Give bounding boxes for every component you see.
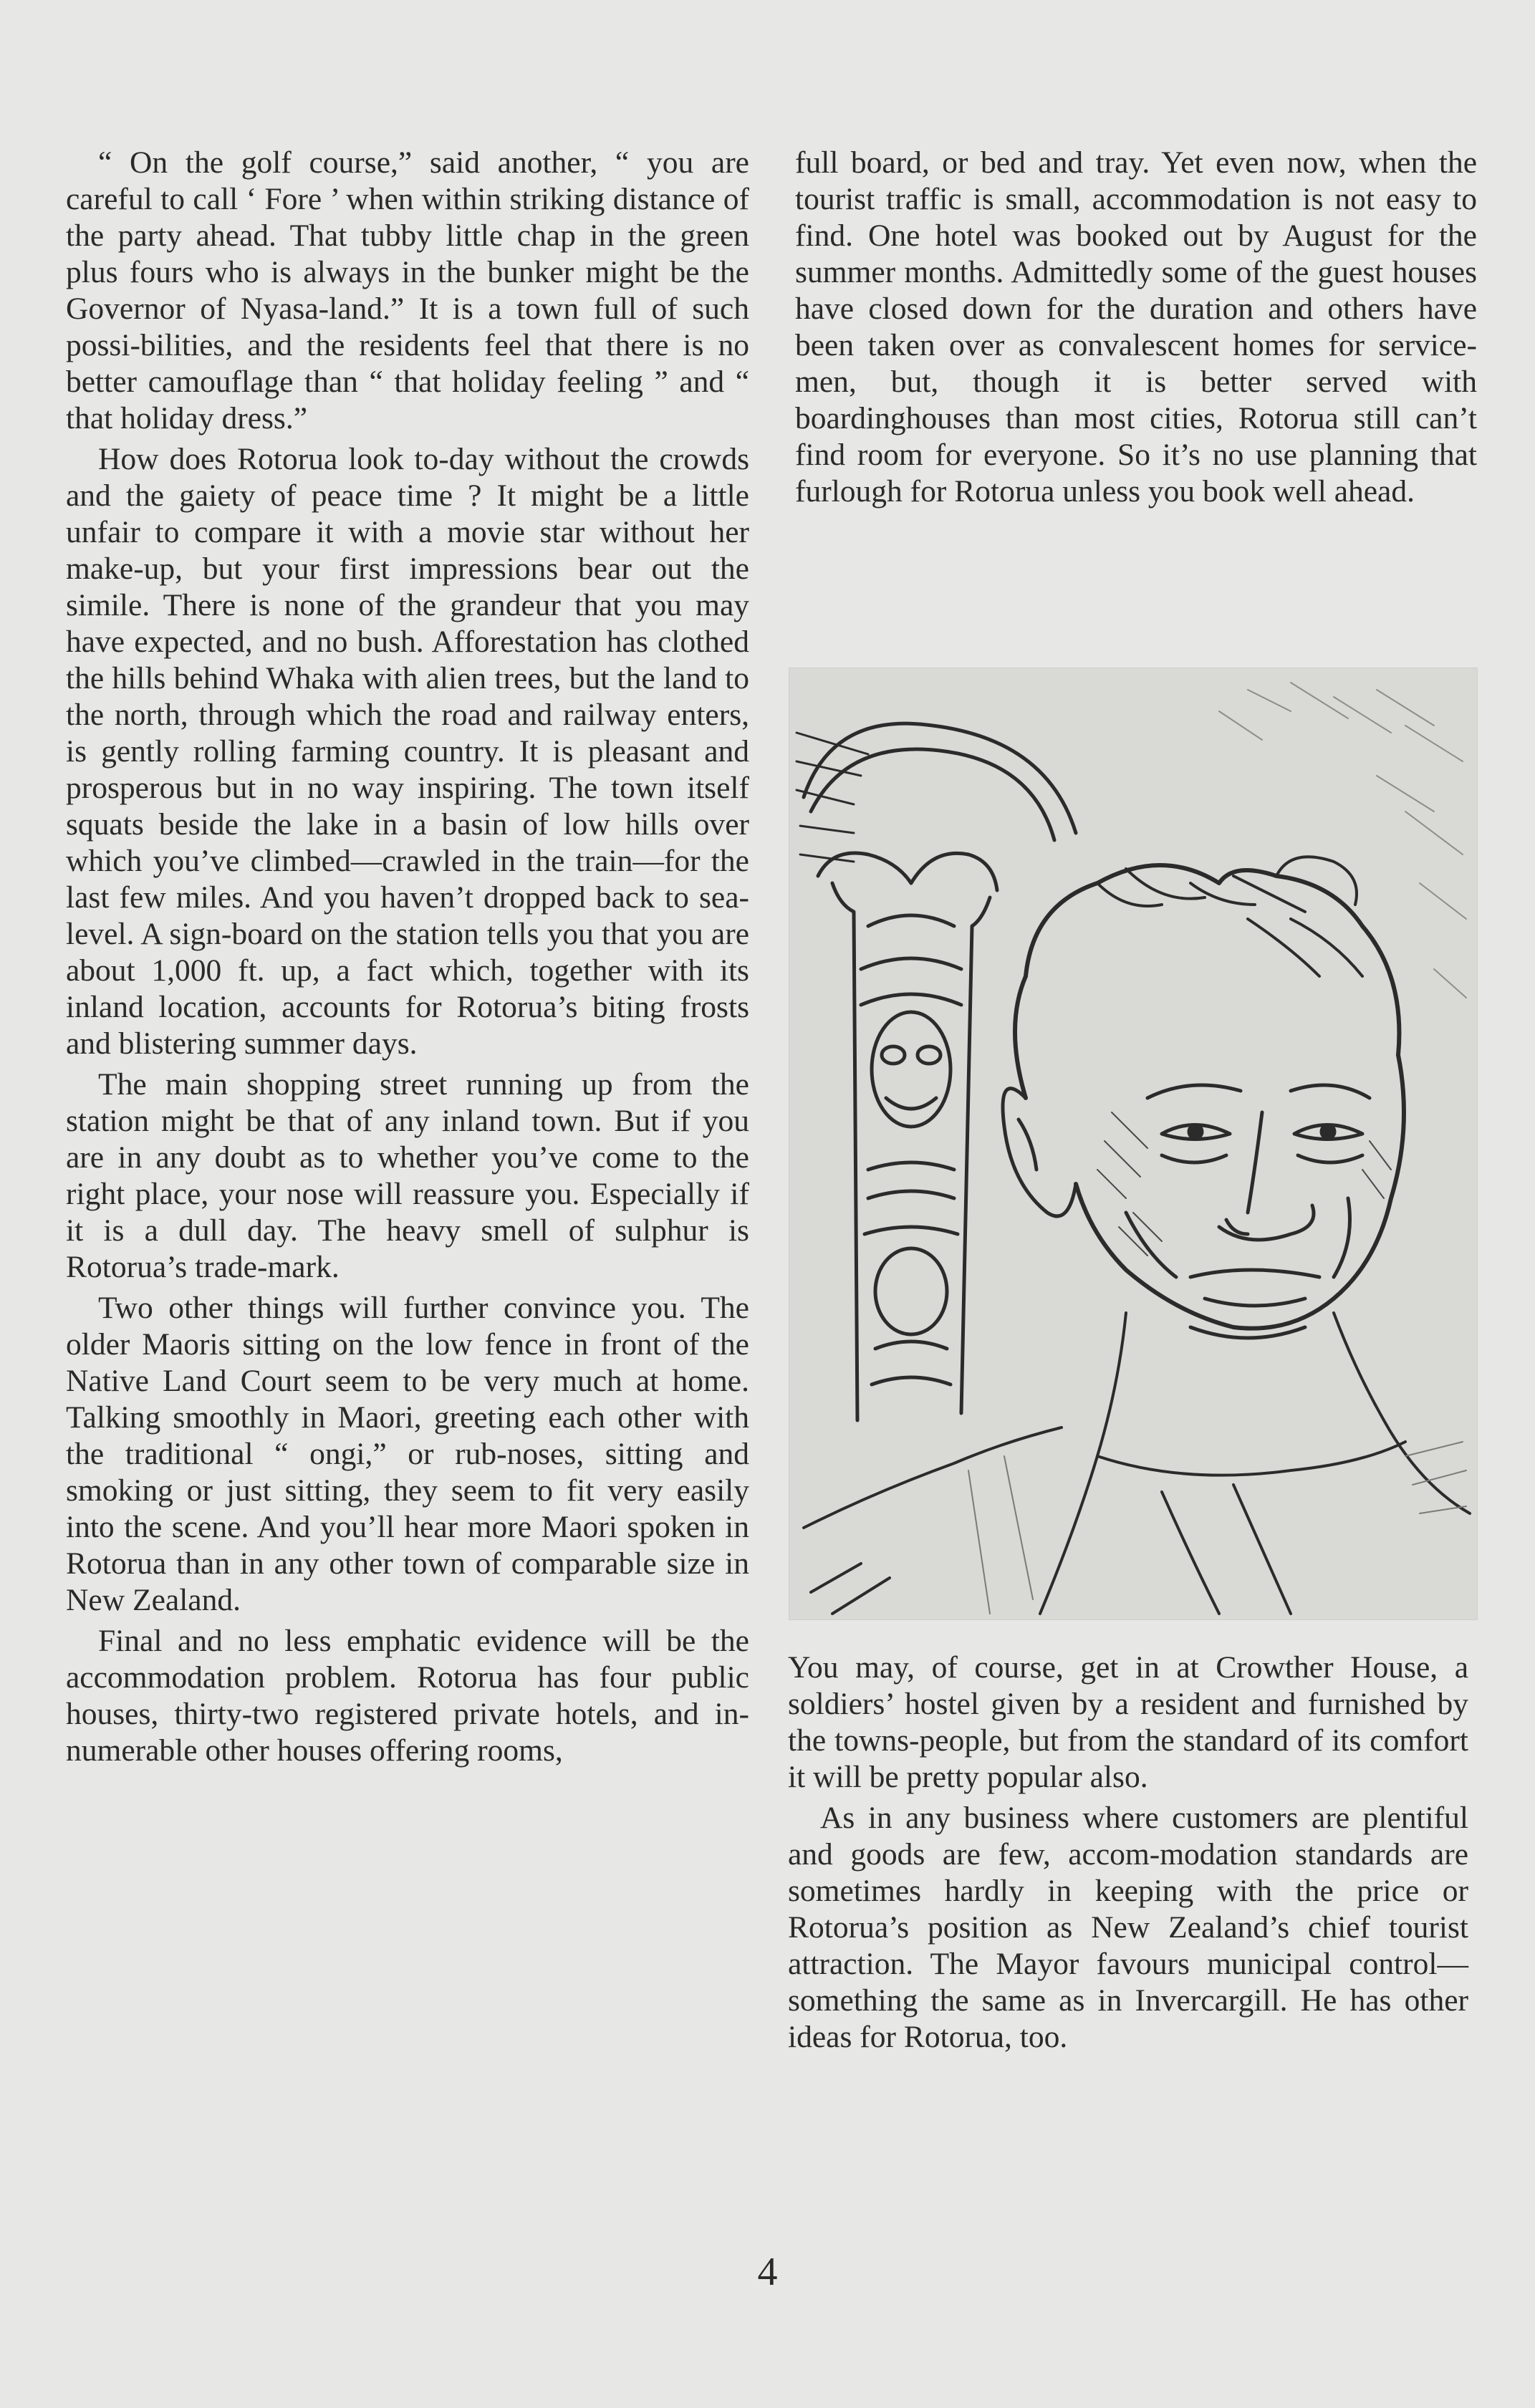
ear	[1003, 1089, 1076, 1216]
page-number: 4	[757, 2250, 778, 2294]
portrait-sketch	[789, 668, 1477, 1619]
paragraph-maoris: Two other things will further convince you. The older Maoris sitting on the low fence in front of the Native Land Court seem to be very much at home. Talking smoothly in Maori, greeting each other with the traditional “ ongi,” or rub-noses, sitting and smoking or just sitting, they seem to fit very easily into the scene. And you’ll hear more Maori spoken in Rotorua than in any other town of comparable size in New Zealand.	[66, 1291, 749, 1617]
paragraph-accommodation-standards: As in any business where customers are plentiful and goods are few, accom-modation standards are sometimes hardly in keeping with the price or Rotorua’s position as New Zealand’s chief tourist attraction. The Mayor favours municipal control—something the same as in Invercargill. He has other ideas for Rotorua, too.	[788, 1801, 1468, 2054]
paragraph-shopping-street: The main shopping street running up from the station might be that of any inland town. But if you are in any doubt as to whether you’ve come to the right place, your nose will reassure you. Especially if it is a dull day. The heavy smell of sulphur is Rotorua’s trade-mark.	[66, 1067, 749, 1284]
right-text-column-top	[795, 145, 1477, 514]
post-lines	[797, 733, 868, 862]
paragraph-accommodation: Final and no less emphatic evidence will be the accommodation problem. Rotorua has four public houses, thirty-two registered private hotels, and in-numerable other houses offering rooms,	[66, 1624, 749, 1768]
left-text-column	[66, 145, 749, 1773]
neck-shoulder	[804, 1313, 1470, 1614]
carved-post	[804, 723, 1076, 1420]
right-text-column-bottom	[788, 1650, 1468, 2060]
background-hatching	[1219, 683, 1466, 998]
paragraph-golf-course: “ On the golf course,” said another, “ you are careful to call ‘ Fore ’ when within striking distance of the party ahead. That tubby little chap in the green plus fours who is always in the bunker might be the Governor of Nyasa-land.” It is a town full of such possi-bilities, and the residents feel that there is no better camouflage than “ that holiday feeling ” and “ that holiday dress.”	[66, 145, 749, 435]
head-outline	[1015, 865, 1404, 1329]
maori-portrait-illustration	[789, 668, 1478, 1620]
paragraph-crowther-house: You may, of course, get in at Crowther House, a soldiers’ hostel given by a resident and furnished by the towns-people, but from the standard of its comfort it will be pretty popular also.	[788, 1650, 1468, 1794]
collar-hatching	[968, 1442, 1466, 1614]
mouth	[1126, 1198, 1350, 1338]
paragraph-full-board: full board, or bed and tray. Yet even now, when the tourist traffic is small, accommodation is not easy to find. One hotel was booked out by August for the summer months. Admittedly some of the guest houses have closed down for the duration and others have been taken over as convalescent homes for service-men, but, though it is better served with boardinghouses than most cities, Rotorua still can’t find room for everyone. So it’s no use planning that furlough for Rotorua unless you book well ahead.	[795, 145, 1477, 509]
paragraph-rotorua-today: How does Rotorua look to-day without the crowds and the gaiety of peace time ? It might be a little unfair to compare it with a movie star without her make-up, but your first impressions bear out the simile. There is none of the grandeur that you may have expected, and no bush. Afforestation has clothed the hills behind Whaka with alien trees, but the land to the north, through which the road and railway enters, is gently rolling farming country. It is pleasant and prosperous but in no way inspiring. The town itself squats beside the lake in a basin of low hills over which you’ve climbed—crawled in the train—for the last few miles. And you haven’t dropped back to sea-level. A sign-board on the station tells you that you are about 1,000 ft. up, a fact which, together with its inland location, accounts for Rotorua’s biting frosts and blistering summer days.	[66, 442, 749, 1061]
